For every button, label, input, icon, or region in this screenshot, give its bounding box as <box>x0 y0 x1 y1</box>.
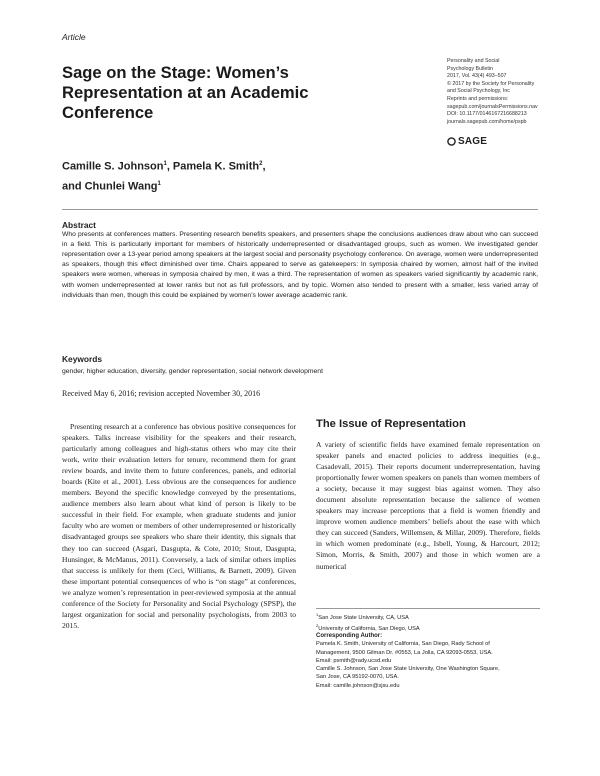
intro-column <box>62 421 296 631</box>
affiliation: University of California, San Diego, USA <box>318 626 420 633</box>
journal-meta-line[interactable]: sagepub.com/journalsPermissions.nav <box>447 103 538 110</box>
keywords-heading: Keywords <box>62 354 103 364</box>
corr-line: Camille S. Johnson, San Jose State University, One Washington Square, <box>316 666 500 673</box>
footnote-divider <box>316 608 540 609</box>
right-column <box>316 439 540 572</box>
journal-meta-line[interactable]: journals.sagepub.com/home/pspb <box>447 118 527 125</box>
author-list <box>62 156 422 195</box>
journal-meta-line: and Social Psychology, Inc <box>447 88 510 95</box>
journal-meta-line: Psychology Bulletin <box>447 65 493 72</box>
affiliation-marker: 1 <box>163 161 167 167</box>
corr-line: Management, 9500 Gilman Dr. #0553, La Jolla, CA 92093-0553, USA. <box>316 649 493 656</box>
corr-email[interactable]: Email: psmith@rady.ucsd.edu <box>316 657 392 664</box>
corresponding-author <box>316 632 540 690</box>
corr-line: Pamela K. Smith, University of California, San Diego, Rady School of <box>316 641 490 648</box>
paper-title: Sage on the Stage: Women’s Representation at an Academic Conference <box>62 63 309 122</box>
author-separator: , <box>262 160 266 173</box>
affiliation-marker: 2 <box>316 623 319 629</box>
affiliation: San Jose State University, CA, USA <box>318 614 409 621</box>
header-divider <box>62 209 538 210</box>
author-name: Camille S. Johnson <box>62 160 164 173</box>
corr-line: San Jose, CA 95192-0070, USA. <box>316 674 399 681</box>
sage-mark-icon <box>447 137 456 146</box>
journal-meta-line[interactable]: DOI: 10.1177/0146167216688213 <box>447 111 527 118</box>
author-name: , Pamela K. Smith <box>166 160 260 173</box>
affiliation-marker: 1 <box>157 180 161 187</box>
affiliation-marker: 1 <box>316 612 319 617</box>
author-name: and Chunlei Wang <box>62 180 158 193</box>
corresponding-author-heading: Corresponding Author: <box>316 633 383 639</box>
keywords-text: gender, higher education, diversity, gender representation, social network development <box>62 368 323 375</box>
article-type-label: Article <box>62 32 86 42</box>
journal-meta-line: 2017, Vol. 43(4) 493–507 <box>447 73 507 80</box>
abstract-text: Who presents at conferences matters. Presenting research benefits speakers, and presenters shape the conclusions audiences draw about who can succeed in a field. This is particularly important for members of historically underrepresented or disadvantaged groups, such as women. We investigated gender representation over a 13-year period among speakers at the largest social and personality psychology conference. On average, women were underrepresented as speakers, though this effect diminished over time. Chairs appeared to serve as gatekeepers: In symposia chaired by women, almost half of the invited speakers were women, whereas in symposia chaired by men, it was a third. The representation of women as speakers varied significantly by academic rank, with women underrepresented at lower ranks but not as full professors, and by topic. Women also tended to present with a smaller, less varied array of individuals than men, though this could be explained by women’s lower average academic rank. <box>62 230 538 299</box>
sage-logo-text: SAGE <box>458 136 488 147</box>
section-heading: The Issue of Representation <box>316 418 466 430</box>
journal-metadata <box>447 58 597 126</box>
journal-meta-line: © 2017 by the Society for Personality <box>447 80 535 87</box>
affiliation-marker: 2 <box>259 161 263 167</box>
body-paragraph: Presenting research at a conference has obvious positive consequences for speakers. Talks increase visibility for the speakers and their research, particularly among colleagues and high-status others who may cite their work, write their evaluation letters for tenure, recommend them for grant review boards, and invite them to future conferences, panels, and editorial boards (Kite et al., 2001). Less obvious are the consequences for audience members. Beyond the specific knowledge conveyed by the presentations, audience members also learn about what kind of person is likely to be successful in their field. For example, when graduate students and junior faculty who are women or members of other underrepresented or historically disadvantaged groups see speakers who share their identity, this signals that they too can succeed (Asgari, Dasgupta, & Cote, 2010; Stout, Dasgupta, Hunsinger, & McManus, 2011). Conversely, a lack of similar others implies that success is unlikely for them (Ceci, Williams, & Barnett, 2009). Given these important potential consequences of who is “on stage” at conferences, we analyze women’s representation in peer-reviewed symposia at the annual conference of the Society for Personality and Social Psychology (SPSP), the largest organization for social and personality psychologists, from 2003 to 2015. <box>62 422 296 630</box>
corr-email[interactable]: Email: camille.johnson@sjsu.edu <box>316 682 400 689</box>
journal-meta-line: Reprints and permissions: <box>447 95 509 102</box>
affiliations <box>316 611 540 633</box>
abstract-heading: Abstract <box>62 220 96 230</box>
received-dates: Received May 6, 2016; revision accepted November 30, 2016 <box>62 389 261 398</box>
sage-logo <box>447 136 487 147</box>
journal-meta-line: Personality and Social <box>447 58 500 64</box>
body-paragraph: A variety of scientific fields have examined female representation on speaker panels and enacted policies to address inequities (e.g., Casadevall, 2015). Their reports document underrepresentation, having proportionally fewer women speakers on panels than women members of a society, because it may suggest bias against women. They also document absolute representation because the salience of women speakers may increase perceptions that a field is women friendly and improve women audience members’ beliefs about the ease with which they can succeed (Sanders, Willemsen, & Millar, 2009). Therefore, fields in which women predominate (e.g., Isbell, Young, & Harcourt, 2012; Simon, Morris, & Smith, 2007) and those in which women are a numerical <box>316 440 540 571</box>
